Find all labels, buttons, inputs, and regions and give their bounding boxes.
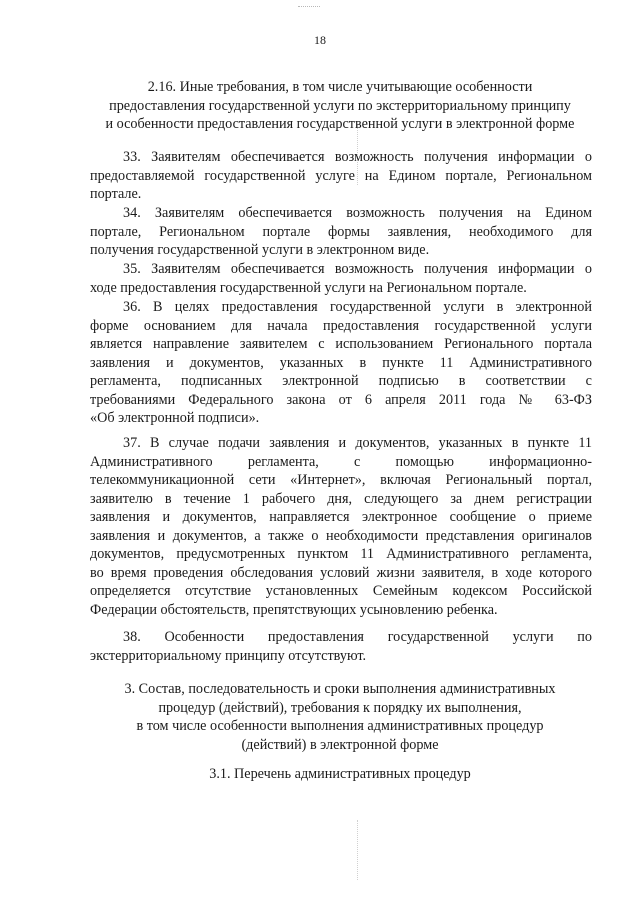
- paragraph-line: экстерриториальному принципу отсутствуют.: [90, 647, 367, 664]
- paragraph-line: форме основанием для начала предоставления государственной услуги: [90, 317, 592, 334]
- paragraph-line: заявления и документов, направляется электронное сообщение о приеме: [90, 509, 592, 525]
- heading-line: предоставления государственной услуги по экстерриториальному принципу: [109, 97, 571, 114]
- paragraph-34: [90, 204, 592, 260]
- paragraph-line: определяется отсутствие установленных Семейным кодексом Российской: [90, 583, 592, 599]
- heading-line: (действий) в электронной форме: [241, 736, 439, 753]
- paragraph-line: 36. В целях предоставления государственной услуги в электронной: [123, 299, 592, 315]
- paragraph-line: является направление заявителем с использованием Регионального портала: [90, 336, 592, 352]
- paragraph-line: телекоммуникационной сети «Интернет», включая Региональный портал,: [90, 472, 592, 488]
- paragraph-line: Федерации обстоятельств, препятствующих усыновлению ребенка.: [90, 601, 498, 618]
- paragraph-line: заявления и документов, а также о необходимости представления оригиналов: [90, 527, 592, 544]
- section-heading-2-16: [80, 78, 600, 134]
- heading-line: 2.16. Иные требования, в том числе учитывающие особенности: [147, 79, 533, 95]
- section-heading-3: [80, 680, 600, 754]
- heading-line: и особенности предоставления государственной услуги в электронной форме: [105, 116, 575, 132]
- paragraph-37: [90, 434, 592, 619]
- scan-artifact: [357, 820, 359, 880]
- paragraph-line: предоставляемой государственной услуге на Едином портале, Региональном: [90, 167, 592, 184]
- paragraph-line: регламента, подписанных электронной подписью в соответствии с: [90, 373, 592, 389]
- paragraph-line: требованиями Федерального закона от 6 апреля 2011 года № 63-ФЗ: [90, 391, 592, 408]
- paragraph-line: 38. Особенности предоставления государственной услуги по: [123, 629, 592, 645]
- heading-line: в том числе особенности выполнения административных процедур: [136, 718, 544, 734]
- paragraph-line: получения государственной услуги в электронном виде.: [90, 242, 430, 258]
- paragraph-36: [90, 298, 592, 428]
- paragraph-line: 37. В случае подачи заявления и документов, указанных в пункте 11: [123, 435, 592, 451]
- section-heading-3-1: [80, 765, 600, 784]
- paragraph-line: документов, предусмотренных пунктом 11 Административного регламента,: [90, 546, 592, 562]
- paragraph-line: заявителю в течение 1 рабочего дня, следующего за днем регистрации: [90, 490, 592, 507]
- paragraph-line: 35. Заявителям обеспечивается возможность получения информации о: [123, 261, 592, 277]
- paragraph-35: [90, 260, 592, 297]
- paragraph-line: портале.: [90, 186, 142, 202]
- paragraph-line: 33. Заявителям обеспечивается возможность получения информации о: [123, 149, 592, 165]
- heading-line: 3.1. Перечень административных процедур: [209, 766, 471, 782]
- paragraph-line: «Об электронной подписи».: [90, 410, 260, 426]
- paragraph-line: во время проведения обследования условий жизни заявителя, в ходе которого: [90, 564, 592, 581]
- paragraph-line: портале, Региональном портале формы заявления, необходимого для: [90, 223, 592, 240]
- paragraph-33: [90, 148, 592, 204]
- paragraph-line: ходе предоставления государственной услуги на Региональном портале.: [90, 279, 527, 296]
- paragraph-line: Административного регламента, с помощью информационно-: [90, 453, 592, 470]
- heading-line: 3. Состав, последовательность и сроки выполнения административных: [124, 681, 556, 697]
- paragraph-line: заявления и документов, указанных в пункте 11 Административного: [90, 354, 592, 371]
- paragraph-38: [90, 628, 592, 665]
- page-number: 18: [314, 33, 326, 47]
- heading-line: процедур (действий), требования к порядку их выполнения,: [158, 699, 522, 716]
- scan-artifact: [298, 6, 320, 10]
- paragraph-line: 34. Заявителям обеспечивается возможность получения на Едином: [123, 205, 592, 221]
